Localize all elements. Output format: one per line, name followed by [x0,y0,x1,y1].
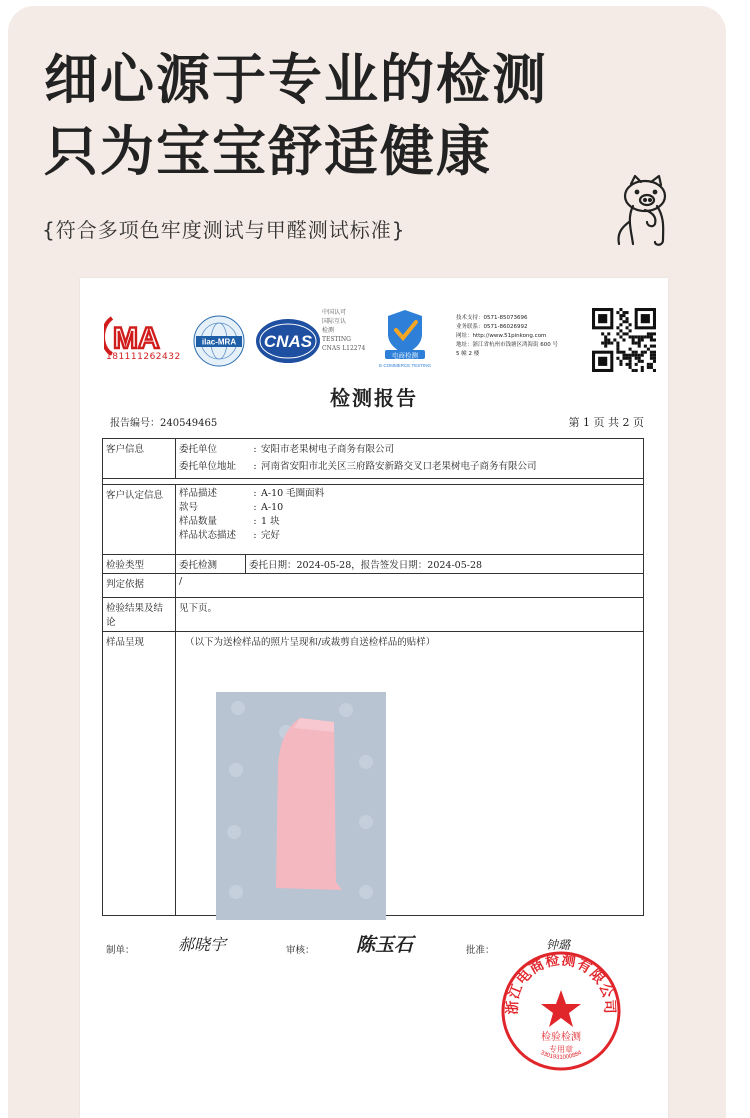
review-label: 审核： [286,945,315,956]
headline-line-1: 细心源于专业的检测 [44,48,548,111]
sample-note: （以下为送检样品的照片呈现和/或裁剪自送检样品的贴样） [185,637,436,648]
report-number: 报告编号：240549465 [110,418,218,429]
client-confirm-cell: 样品描述 : A-10 毛圈面料 款号 : A-10 样品数量 : 1 块 样品状态描述 : 完好 [176,485,644,555]
test-dates-value: 委托日期：2024-05-28，报告签发日期：2024-05-28 [249,560,483,571]
ilac-mra-logo-icon [192,314,246,368]
client-info-label: 客户信息 [103,439,176,479]
cma-number: 181111262432 [106,352,181,362]
table-row [103,439,644,479]
table-row [103,574,644,598]
approve-label: 批准： [466,945,495,956]
basis-label: 判定依据 [103,574,176,598]
style-key: 款号 [179,502,199,513]
maker-signature: 郝晓宇 [178,935,227,954]
sample-desc-key: 样品描述 [179,488,218,499]
entrust-addr-value: 河南省安阳市北关区三府路安新路交叉口老果树电子商务有限公司 [261,461,537,472]
contact-line: 网址：http://www.51pinkong.com [456,333,547,339]
table-row [103,555,644,574]
state-key: 样品状态描述 [179,530,237,541]
state-value: 完好 [261,530,281,541]
seal-center-sub: 专用章 [549,1045,573,1054]
style-value: A-10 [261,502,284,513]
basis-value: / [176,574,644,598]
cnas-logo-icon [254,316,322,366]
contact-line: 地址：浙江省杭州市钱塘区鸿海街 600 号 [456,342,558,348]
cnas-caption: 中国认可 国际互认 检测 TESTING CNAS L12274 [322,309,366,352]
review-signature: 陈玉石 [356,934,414,956]
sample-desc-value: A-10 毛圈面料 [261,488,325,499]
contact-line: 业务联系：0571-86026992 [456,324,528,330]
subtitle: {符合多项色牢度测试与甲醛测试标准} [42,218,406,242]
ecommerce-testing-logo-icon [370,306,440,370]
contact-line: 5 幢 2 楼 [456,351,480,357]
qr-code-icon [592,308,656,372]
report-title: 检测报告 [330,386,418,410]
headline-line-2: 只为宝宝舒适健康 [44,120,492,183]
entrust-unit-key: 委托单位 [179,444,218,455]
pig-mascot-icon [605,172,685,252]
seal-number: 3301931000884 [539,1050,583,1061]
contact-line: 技术支持：0571-85073696 [456,315,528,321]
cma-logo-text: MA [113,322,160,355]
contact-info [456,314,586,359]
official-seal [498,948,624,1074]
test-type-label: 检验类型 [103,555,176,574]
client-confirm-label: 客户认定信息 [103,485,176,555]
table-row [103,598,644,632]
client-info-cell: 委托单位 : 安阳市老果树电子商务有限公司 委托单位地址 : 河南省安阳市北关区三府路安新路交叉口老果树电子商务有限公司 [176,439,644,479]
approve-signature: 钟璐 [546,938,571,952]
result-value: 见下页。 [176,598,644,632]
result-label: 检验结果及结论 [103,598,176,632]
qty-key: 样品数量 [179,516,218,527]
ilac-logo-text: ilac-MRA [201,337,237,347]
qty-value: 1 块 [261,516,280,527]
entrust-unit-value: 安阳市老果树电子商务有限公司 [261,444,395,455]
cnas-logo-text: CNAS [263,332,313,351]
table-row [103,485,644,555]
test-report-sheet [80,278,668,1118]
seal-arc-text: 浙江电商检测有限公司 [504,952,618,1015]
sample-presentation-label: 样品呈现 [103,632,176,916]
ecom-logo-sub: E-COMMERCE TESTING [379,363,431,368]
maker-label: 制单： [106,945,135,956]
test-type-value: 委托检测 [176,555,246,573]
entrust-addr-key: 委托单位地址 [179,461,237,472]
ecom-logo-text: 电商检测 [392,351,418,360]
fabric-sample-photo [216,692,386,920]
report-page-indicator: 第 1 页 共 2 页 [568,416,644,429]
seal-center-text: 检验检测 [541,1032,581,1043]
